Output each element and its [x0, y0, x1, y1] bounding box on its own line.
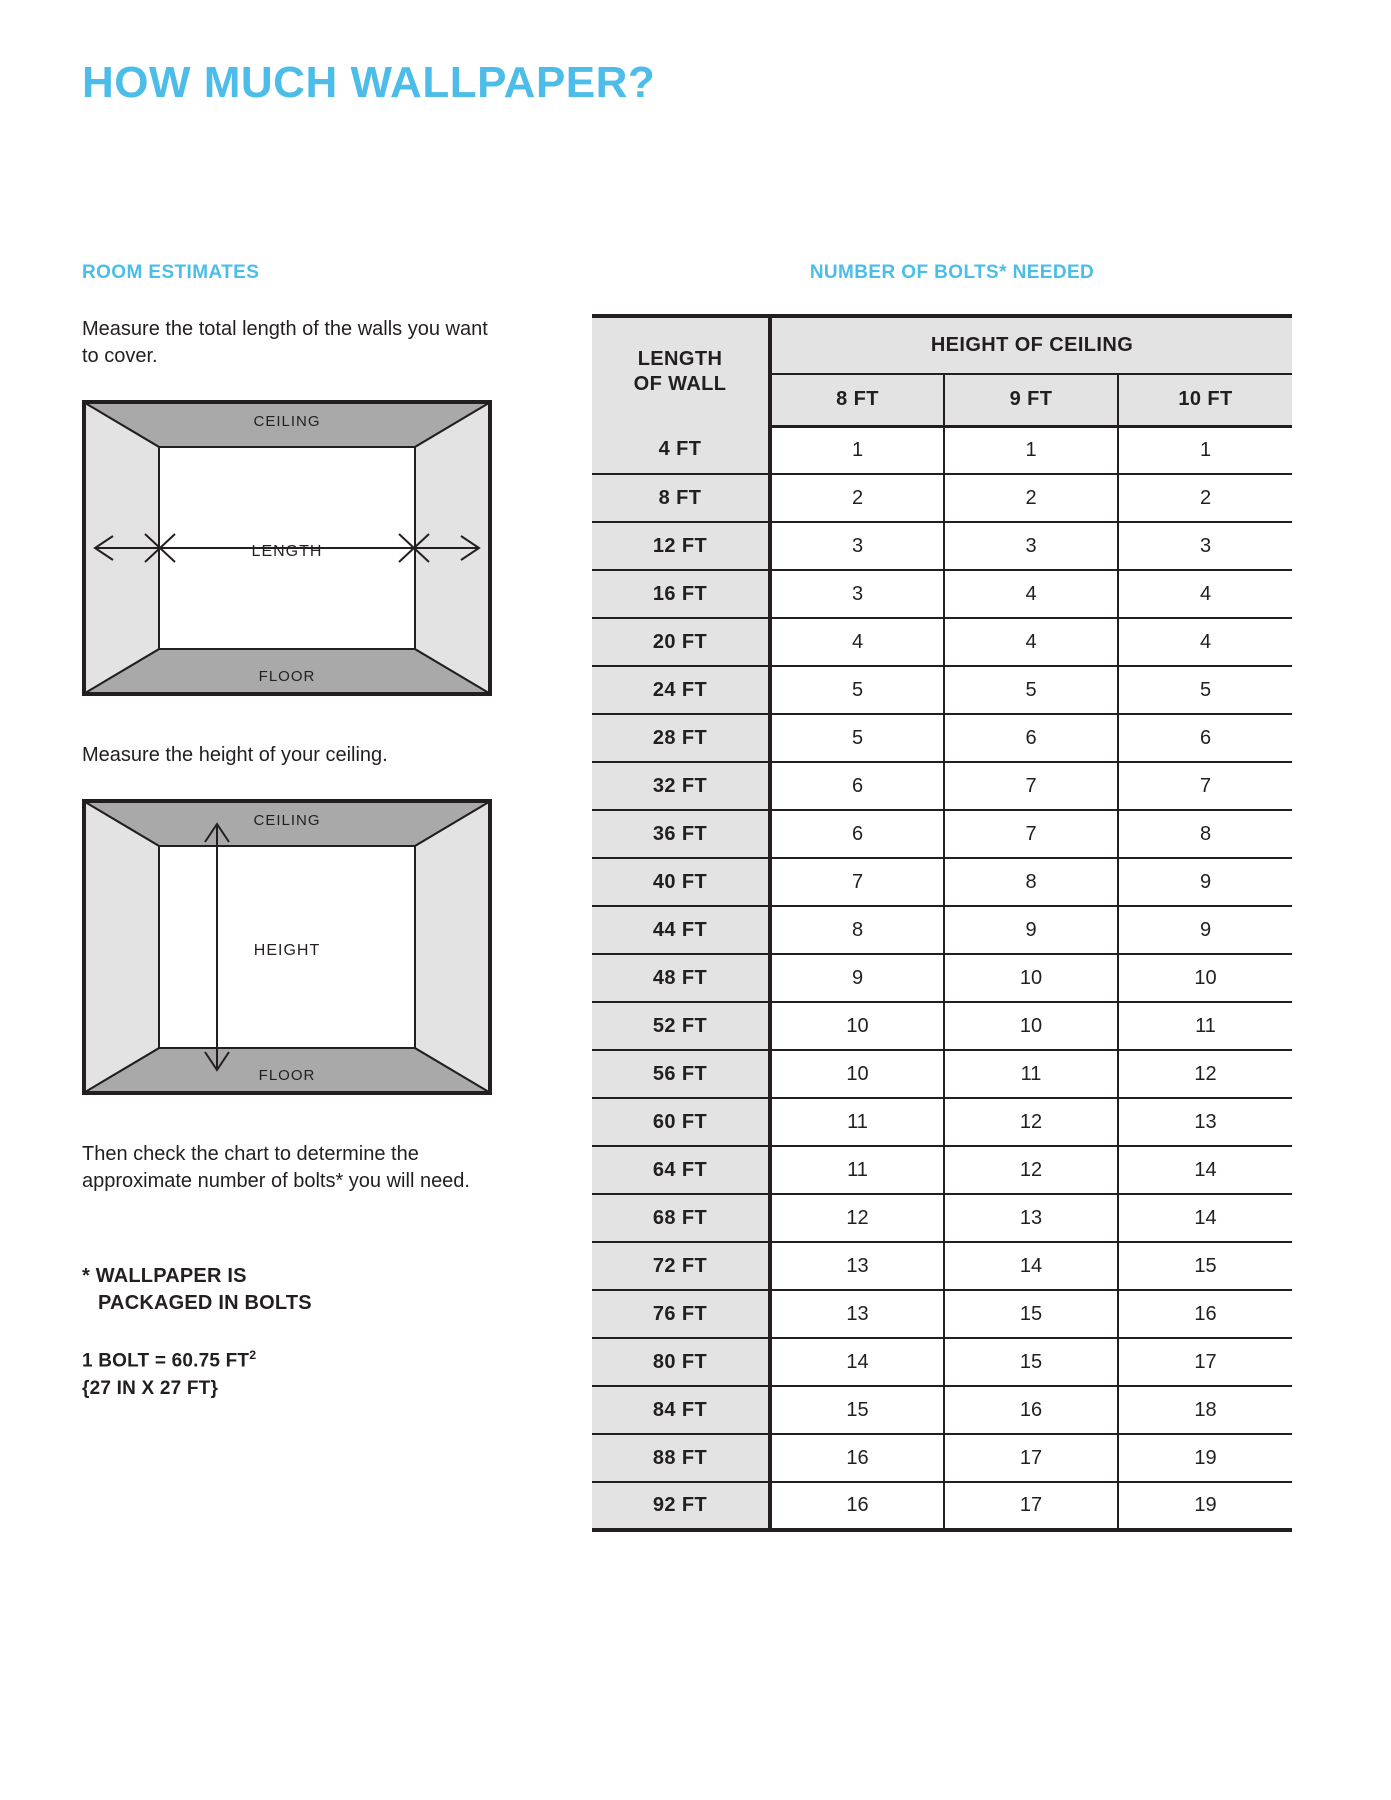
row-label: 84 FT [592, 1386, 770, 1434]
corner-header-line-1: LENGTH [637, 348, 723, 370]
cell-10ft: 1 [1118, 426, 1292, 474]
row-label: 56 FT [592, 1050, 770, 1098]
table-row [592, 1146, 1292, 1194]
cell-10ft: 4 [1118, 570, 1292, 618]
row-label: 52 FT [592, 1002, 770, 1050]
cell-9ft: 15 [944, 1338, 1118, 1386]
diagram-height-ceiling-label: CEILING [253, 812, 321, 829]
diagram-length-dimension-label: LENGTH [251, 543, 323, 560]
cell-10ft: 3 [1118, 522, 1292, 570]
row-label: 12 FT [592, 522, 770, 570]
cell-9ft: 4 [944, 570, 1118, 618]
room-diagram-height [82, 799, 492, 1095]
cell-8ft: 10 [770, 1002, 944, 1050]
table-row [592, 1386, 1292, 1434]
section-title-room-estimates: ROOM ESTIMATES [82, 262, 260, 283]
cell-10ft: 18 [1118, 1386, 1292, 1434]
row-label: 76 FT [592, 1290, 770, 1338]
cell-8ft: 14 [770, 1338, 944, 1386]
cell-9ft: 8 [944, 858, 1118, 906]
table-row [592, 474, 1292, 522]
diagram-length-floor-label: FLOOR [258, 668, 316, 685]
cell-9ft: 9 [944, 906, 1118, 954]
cell-10ft: 19 [1118, 1434, 1292, 1482]
cell-9ft: 3 [944, 522, 1118, 570]
cell-9ft: 17 [944, 1434, 1118, 1482]
cell-8ft: 15 [770, 1386, 944, 1434]
cell-8ft: 16 [770, 1434, 944, 1482]
bolt-size-text: 1 BOLT = 60.75 FT [82, 1350, 250, 1372]
cell-10ft: 9 [1118, 858, 1292, 906]
cell-9ft: 12 [944, 1098, 1118, 1146]
table-header-row-group [592, 316, 1292, 374]
cell-8ft: 6 [770, 810, 944, 858]
cell-9ft: 14 [944, 1242, 1118, 1290]
cell-8ft: 13 [770, 1290, 944, 1338]
row-label: 68 FT [592, 1194, 770, 1242]
row-label: 32 FT [592, 762, 770, 810]
bolts-table-head [592, 316, 1292, 426]
cell-9ft: 6 [944, 714, 1118, 762]
table-row [592, 810, 1292, 858]
row-label: 72 FT [592, 1242, 770, 1290]
cell-8ft: 6 [770, 762, 944, 810]
diagram-height-floor-label: FLOOR [258, 1067, 316, 1084]
cell-8ft: 11 [770, 1146, 944, 1194]
cell-10ft: 19 [1118, 1482, 1292, 1530]
table-row [592, 618, 1292, 666]
cell-9ft: 7 [944, 810, 1118, 858]
row-label: 92 FT [592, 1482, 770, 1530]
cell-8ft: 4 [770, 618, 944, 666]
cell-10ft: 5 [1118, 666, 1292, 714]
table-row [592, 1338, 1292, 1386]
cell-9ft: 17 [944, 1482, 1118, 1530]
cell-10ft: 2 [1118, 474, 1292, 522]
cell-8ft: 11 [770, 1098, 944, 1146]
table-row [592, 1050, 1292, 1098]
table-row [592, 570, 1292, 618]
table-row [592, 954, 1292, 1002]
cell-8ft: 9 [770, 954, 944, 1002]
row-label: 24 FT [592, 666, 770, 714]
cell-10ft: 11 [1118, 1002, 1292, 1050]
cell-10ft: 15 [1118, 1242, 1292, 1290]
cell-10ft: 17 [1118, 1338, 1292, 1386]
bolts-table-section [592, 262, 1312, 1532]
step-3-text: Then check the chart to determine the approximate number of bolts* you will need. [82, 1143, 470, 1192]
cell-9ft: 4 [944, 618, 1118, 666]
diagram-height-dimension-label: HEIGHT [253, 942, 321, 959]
cell-10ft: 10 [1118, 954, 1292, 1002]
cell-9ft: 7 [944, 762, 1118, 810]
corner-header [592, 316, 770, 426]
column-header-8ft: 8 FT [770, 374, 944, 426]
cell-8ft: 16 [846, 1494, 869, 1516]
cell-9ft: 15 [944, 1290, 1118, 1338]
cell-9ft: 10 [944, 954, 1118, 1002]
table-row [592, 666, 1292, 714]
cell-9ft: 16 [944, 1386, 1118, 1434]
cell-8ft: 12 [770, 1194, 944, 1242]
bolt-size-line-1 [82, 1347, 502, 1374]
cell-10ft: 14 [1118, 1194, 1292, 1242]
column-header-10ft: 10 FT [1118, 374, 1292, 426]
footnote-line-1: * WALLPAPER IS [82, 1265, 247, 1287]
step-2-text: Measure the height of your ceiling. [82, 744, 388, 766]
cell-9ft: 13 [944, 1194, 1118, 1242]
step-1-text: Measure the total length of the walls you want to cover. [82, 318, 488, 367]
table-row [592, 426, 1292, 474]
cell-8ft: 5 [770, 666, 944, 714]
row-label: 8 FT [592, 474, 770, 522]
cell-9ft: 1 [944, 426, 1118, 474]
cell-10ft: 9 [1118, 906, 1292, 954]
row-label: 40 FT [592, 858, 770, 906]
table-row [592, 1434, 1292, 1482]
cell-9ft: 5 [944, 666, 1118, 714]
row-label: 20 FT [592, 618, 770, 666]
cell-8ft: 2 [770, 474, 944, 522]
cell-9ft: 11 [944, 1050, 1118, 1098]
cell-10ft: 7 [1118, 762, 1292, 810]
table-row [592, 1002, 1292, 1050]
table-row [592, 906, 1292, 954]
table-row [592, 714, 1292, 762]
row-label: 80 FT [592, 1338, 770, 1386]
row-label: 28 FT [592, 714, 770, 762]
group-header-height-of-ceiling: HEIGHT OF CEILING [770, 316, 1292, 374]
cell-10ft: 13 [1118, 1098, 1292, 1146]
cell-9ft: 2 [944, 474, 1118, 522]
row-label: 88 FT [592, 1434, 770, 1482]
cell-10ft: 16 [1118, 1290, 1292, 1338]
cell-9ft: 12 [944, 1146, 1118, 1194]
cell-8ft: 1 [770, 426, 944, 474]
cell-8ft: 3 [770, 570, 944, 618]
table-row [592, 762, 1292, 810]
cell-8ft: 7 [770, 858, 944, 906]
cell-10ft: 4 [1118, 618, 1292, 666]
table-row [592, 1098, 1292, 1146]
row-label: 60 FT [592, 1098, 770, 1146]
bolts-table [592, 314, 1292, 1532]
cell-8ft: 8 [770, 906, 944, 954]
diagram-length-ceiling-label: CEILING [253, 413, 321, 430]
table-row [592, 1290, 1292, 1338]
bolt-size-superscript: 2 [249, 1348, 257, 1362]
row-label: 36 FT [592, 810, 770, 858]
cell-10ft: 8 [1118, 810, 1292, 858]
row-label: 4 FT [592, 426, 770, 474]
table-row [592, 858, 1292, 906]
page-title: HOW MUCH WALLPAPER? [82, 58, 656, 107]
cell-9ft: 10 [944, 1002, 1118, 1050]
column-header-9ft: 9 FT [944, 374, 1118, 426]
row-label: 16 FT [592, 570, 770, 618]
cell-8ft: 3 [770, 522, 944, 570]
footnote-line-2: PACKAGED IN BOLTS [98, 1292, 312, 1314]
row-label: 48 FT [592, 954, 770, 1002]
table-row [592, 1194, 1292, 1242]
bolt-size-line-2: {27 IN X 27 FT} [82, 1377, 219, 1399]
corner-header-line-2: OF WALL [633, 373, 727, 395]
cell-10ft: 6 [1118, 714, 1292, 762]
table-row [592, 1242, 1292, 1290]
bolts-table-body [592, 426, 1292, 1530]
cell-10ft: 14 [1118, 1146, 1292, 1194]
cell-10ft: 12 [1118, 1050, 1292, 1098]
room-diagram-length [82, 400, 492, 696]
row-label: 44 FT [592, 906, 770, 954]
table-row [592, 522, 1292, 570]
table-row [592, 1482, 1292, 1530]
room-estimates-section [82, 262, 502, 1402]
cell-8ft: 5 [770, 714, 944, 762]
cell-8ft: 10 [770, 1050, 944, 1098]
row-label: 64 FT [592, 1146, 770, 1194]
table-caption: NUMBER OF BOLTS* NEEDED [809, 262, 1095, 283]
cell-8ft: 13 [770, 1242, 944, 1290]
